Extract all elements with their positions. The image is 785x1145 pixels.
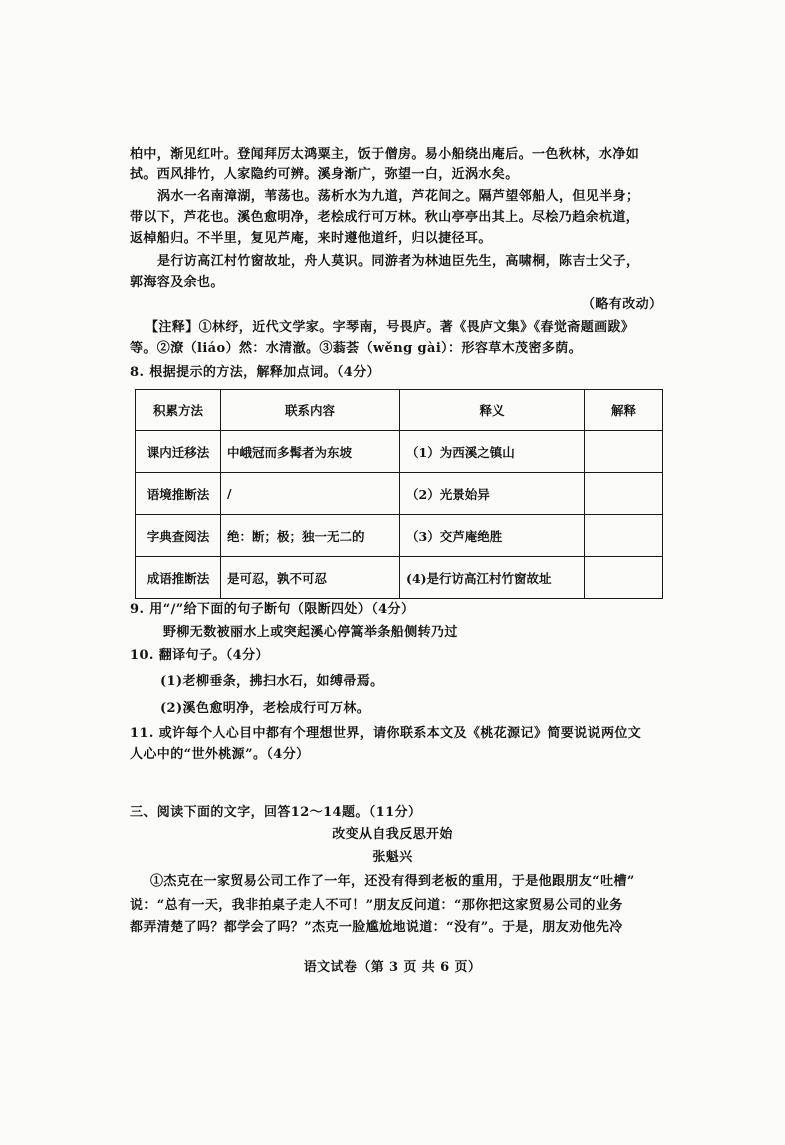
table-header-cell: 解释 <box>585 390 663 431</box>
answer-cell[interactable] <box>585 431 663 473</box>
source-note: （略有改动） <box>582 297 663 312</box>
answer-cell[interactable] <box>585 473 663 515</box>
article-line: 都弄清楚了吗？都学会了吗？”杰克一脸尴尬地说道：“没有”。于是，朋友劝他先冷 <box>130 920 623 935</box>
table-row <box>136 515 663 557</box>
section-heading: 三、阅读下面的文字，回答12～14题。（11分） <box>130 805 422 820</box>
phrase-cell: （1）为西溪之镇山 <box>400 431 585 473</box>
answer-cell[interactable] <box>585 515 663 557</box>
table-header-cell: 积累方法 <box>136 390 221 431</box>
passage-line: 带以下，芦花也。溪色愈明净，老桧成行可万林。秋山亭亭出其上。尽桧乃趋余杭道， <box>130 210 640 225</box>
q8-table <box>135 389 663 599</box>
method-cell: 字典查阅法 <box>136 515 221 557</box>
q11-prompt: 11. 或许每个人心目中都有个理想世界，请你联系本文及《桃花源记》简要说说两位文 <box>130 726 642 741</box>
context-cell: / <box>221 473 400 515</box>
table-row <box>136 431 663 473</box>
passage-line: 是行访高江村竹窗故址，舟人莫识。同游者为林迪臣先生，高啸桐，陈吉士父子， <box>157 254 640 269</box>
q10-item: (2)溪色愈明净，老桧成行可万林。 <box>160 701 371 716</box>
article-line: ①杰克在一家贸易公司工作了一年，还没有得到老板的重用，于是他跟朋友“吐槽” <box>150 874 635 889</box>
passage-line: 郭海容及余也。 <box>130 275 224 290</box>
passage-line: 涡水一名南漳湖，苇荡也。荡析水为九道，芦花间之。隔芦望邻船人，但见半身； <box>157 189 640 204</box>
q10-item: (1)老柳垂条，拂扫水石，如缚帚焉。 <box>160 674 384 689</box>
method-cell: 成语推断法 <box>136 557 221 599</box>
answer-cell[interactable] <box>585 557 663 599</box>
article-line: 说：“总有一天，我非拍桌子走人不可！”朋友反问道：“那你把这家贸易公司的业务 <box>130 898 623 913</box>
table-row <box>136 557 663 599</box>
passage-line: 返棹船归。不半里，复见芦庵，来时遵他道纤，归以捷径耳。 <box>130 231 492 246</box>
method-cell: 语境推断法 <box>136 473 221 515</box>
table-header-cell: 释义 <box>400 390 585 431</box>
passage-line: 柏中，渐见红叶。登闻拜厉太鸿粟主，饭于僧房。易小船绕出庵后。一色秋林，水净如 <box>130 147 640 162</box>
context-cell: 是可忍，孰不可忍 <box>221 557 400 599</box>
q8-prompt: 8. 根据提示的方法，解释加点词。（4分） <box>130 365 381 380</box>
annotation-line: 等。②潦（liáo）然：水清澈。③蓊荟（wěng gài）：形容草木茂密多荫。 <box>130 341 583 356</box>
table-header-row <box>136 390 663 431</box>
phrase-cell: (4)是行访高江村竹窗故址 <box>400 557 585 599</box>
phrase-cell: （2）光景始异 <box>400 473 585 515</box>
passage-line: 拭。西风排竹，人家隐约可辨。溪身渐广，弥望一白，近涡水矣。 <box>130 167 519 182</box>
q9-sentence: 野柳无数被丽水上或突起溪心停篙举条船侧转乃过 <box>163 625 458 640</box>
table-row <box>136 473 663 515</box>
context-cell: 中峨冠而多髯者为东坡 <box>221 431 400 473</box>
annotation-line: 【注释】①林纾，近代文学家。字琴南，号畏庐。著《畏庐文集》《春觉斋题画跋》 <box>145 320 635 335</box>
table-header-cell: 联系内容 <box>221 390 400 431</box>
article-author: 张魁兴 <box>372 850 413 865</box>
context-cell: 绝：断；极；独一无二的 <box>221 515 400 557</box>
page-footer: 语文试卷（第 3 页 共 6 页） <box>303 960 482 975</box>
article-title: 改变从自我反思开始 <box>332 827 453 842</box>
q10-prompt: 10. 翻译句子。（4分） <box>130 648 269 663</box>
q9-prompt: 9. 用“/”给下面的句子断句（限断四处）（4分） <box>130 602 415 617</box>
phrase-cell: （3）交芦庵绝胜 <box>400 515 585 557</box>
method-cell: 课内迁移法 <box>136 431 221 473</box>
q11-prompt: 人心中的“世外桃源”。（4分） <box>130 747 310 762</box>
